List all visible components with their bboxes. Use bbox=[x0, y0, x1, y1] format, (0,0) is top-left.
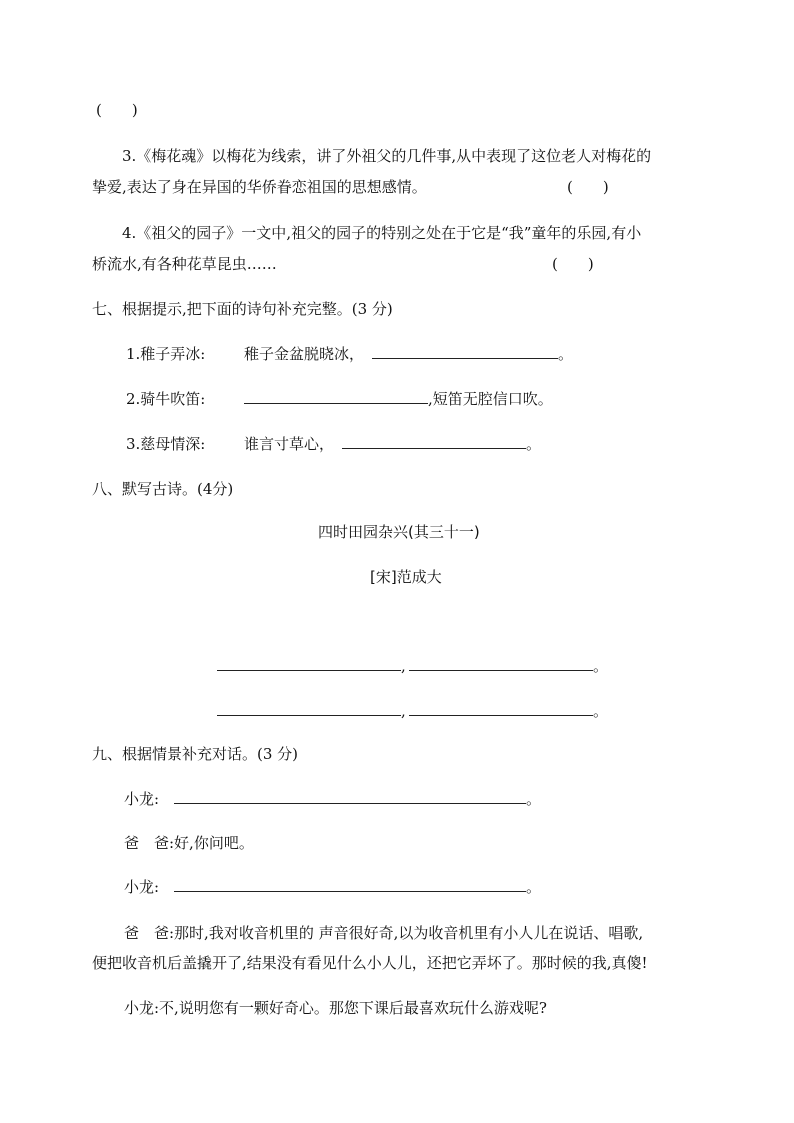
section-8-title: 八、默写古诗。(4分) bbox=[92, 480, 234, 498]
s7-item3-blank[interactable] bbox=[342, 434, 526, 449]
dialogue1-blank[interactable] bbox=[174, 789, 526, 804]
s7-item2-blank[interactable] bbox=[244, 389, 428, 404]
poem-line1-period: 。 bbox=[593, 657, 609, 675]
dialogue2-line: 爸 爸:好,你问吧。 bbox=[124, 834, 254, 852]
s7-item1-text: 稚子金盆脱晓冰， bbox=[244, 345, 365, 363]
q4-answer-paren[interactable]: ( ) bbox=[552, 255, 594, 273]
s7-item3-end: 。 bbox=[526, 435, 542, 453]
s7-item1-label: 1.稚子弄冰: bbox=[126, 345, 206, 363]
section-7-title: 七、根据提示,把下面的诗句补充完整。(3 分) bbox=[92, 300, 393, 318]
s7-item3-text: 谁言寸草心， bbox=[244, 435, 335, 453]
s7-item2-text: ,短笛无腔信口吹。 bbox=[428, 390, 553, 408]
s7-item3-label: 3.慈母情深: bbox=[126, 435, 206, 453]
dialogue1-speaker: 小龙: bbox=[124, 790, 160, 808]
answer-paren[interactable]: ( ) bbox=[96, 101, 138, 119]
poem-line1-blank-b[interactable] bbox=[409, 656, 593, 671]
q4-line1: 4.《祖父的园子》一文中,祖父的园子的特别之处在于它是“我”童年的乐园,有小 bbox=[122, 224, 642, 242]
dialogue3-end: 。 bbox=[526, 878, 542, 896]
s7-item1-blank[interactable] bbox=[372, 344, 558, 359]
q3-line2: 挚爱,表达了身在异国的华侨眷恋祖国的思想感情。 bbox=[92, 178, 427, 196]
poem-line1-blank-a[interactable] bbox=[217, 656, 401, 671]
dialogue4-line2: 便把收音机后盖撬开了,结果没有看见什么小人儿，还把它弄坏了。那时候的我,真傻! bbox=[92, 954, 648, 972]
dialogue1-end: 。 bbox=[526, 790, 542, 808]
q3-answer-paren[interactable]: ( ) bbox=[567, 178, 609, 196]
section-9-title: 九、根据情景补充对话。(3 分) bbox=[92, 745, 299, 763]
poem-line2-blank-a[interactable] bbox=[217, 701, 401, 716]
poem-author: [宋]范成大 bbox=[370, 568, 442, 586]
dialogue3-blank[interactable] bbox=[174, 877, 526, 892]
dialogue3-speaker: 小龙: bbox=[124, 878, 160, 896]
dialogue5-line: 小龙:不,说明您有一颗好奇心。那您下课后最喜欢玩什么游戏呢? bbox=[124, 999, 547, 1017]
poem-line1-comma: , bbox=[401, 657, 406, 675]
q4-line2: 桥流水,有各种花草昆虫…… bbox=[92, 255, 277, 273]
poem-line2-blank-b[interactable] bbox=[409, 701, 593, 716]
poem-line2-period: 。 bbox=[593, 702, 609, 720]
poem-title: 四时田园杂兴(其三十一) bbox=[318, 523, 480, 541]
s7-item2-label: 2.骑牛吹笛: bbox=[126, 390, 206, 408]
s7-item1-end: 。 bbox=[558, 345, 574, 363]
dialogue4-line1: 爸 爸:那时,我对收音机里的 声音很好奇,以为收音机里有小人儿在说话、唱歌, bbox=[124, 924, 644, 942]
q3-line1: 3.《梅花魂》以梅花为线索，讲了外祖父的几件事,从中表现了这位老人对梅花的 bbox=[122, 147, 652, 165]
poem-line2-comma: , bbox=[401, 702, 406, 720]
